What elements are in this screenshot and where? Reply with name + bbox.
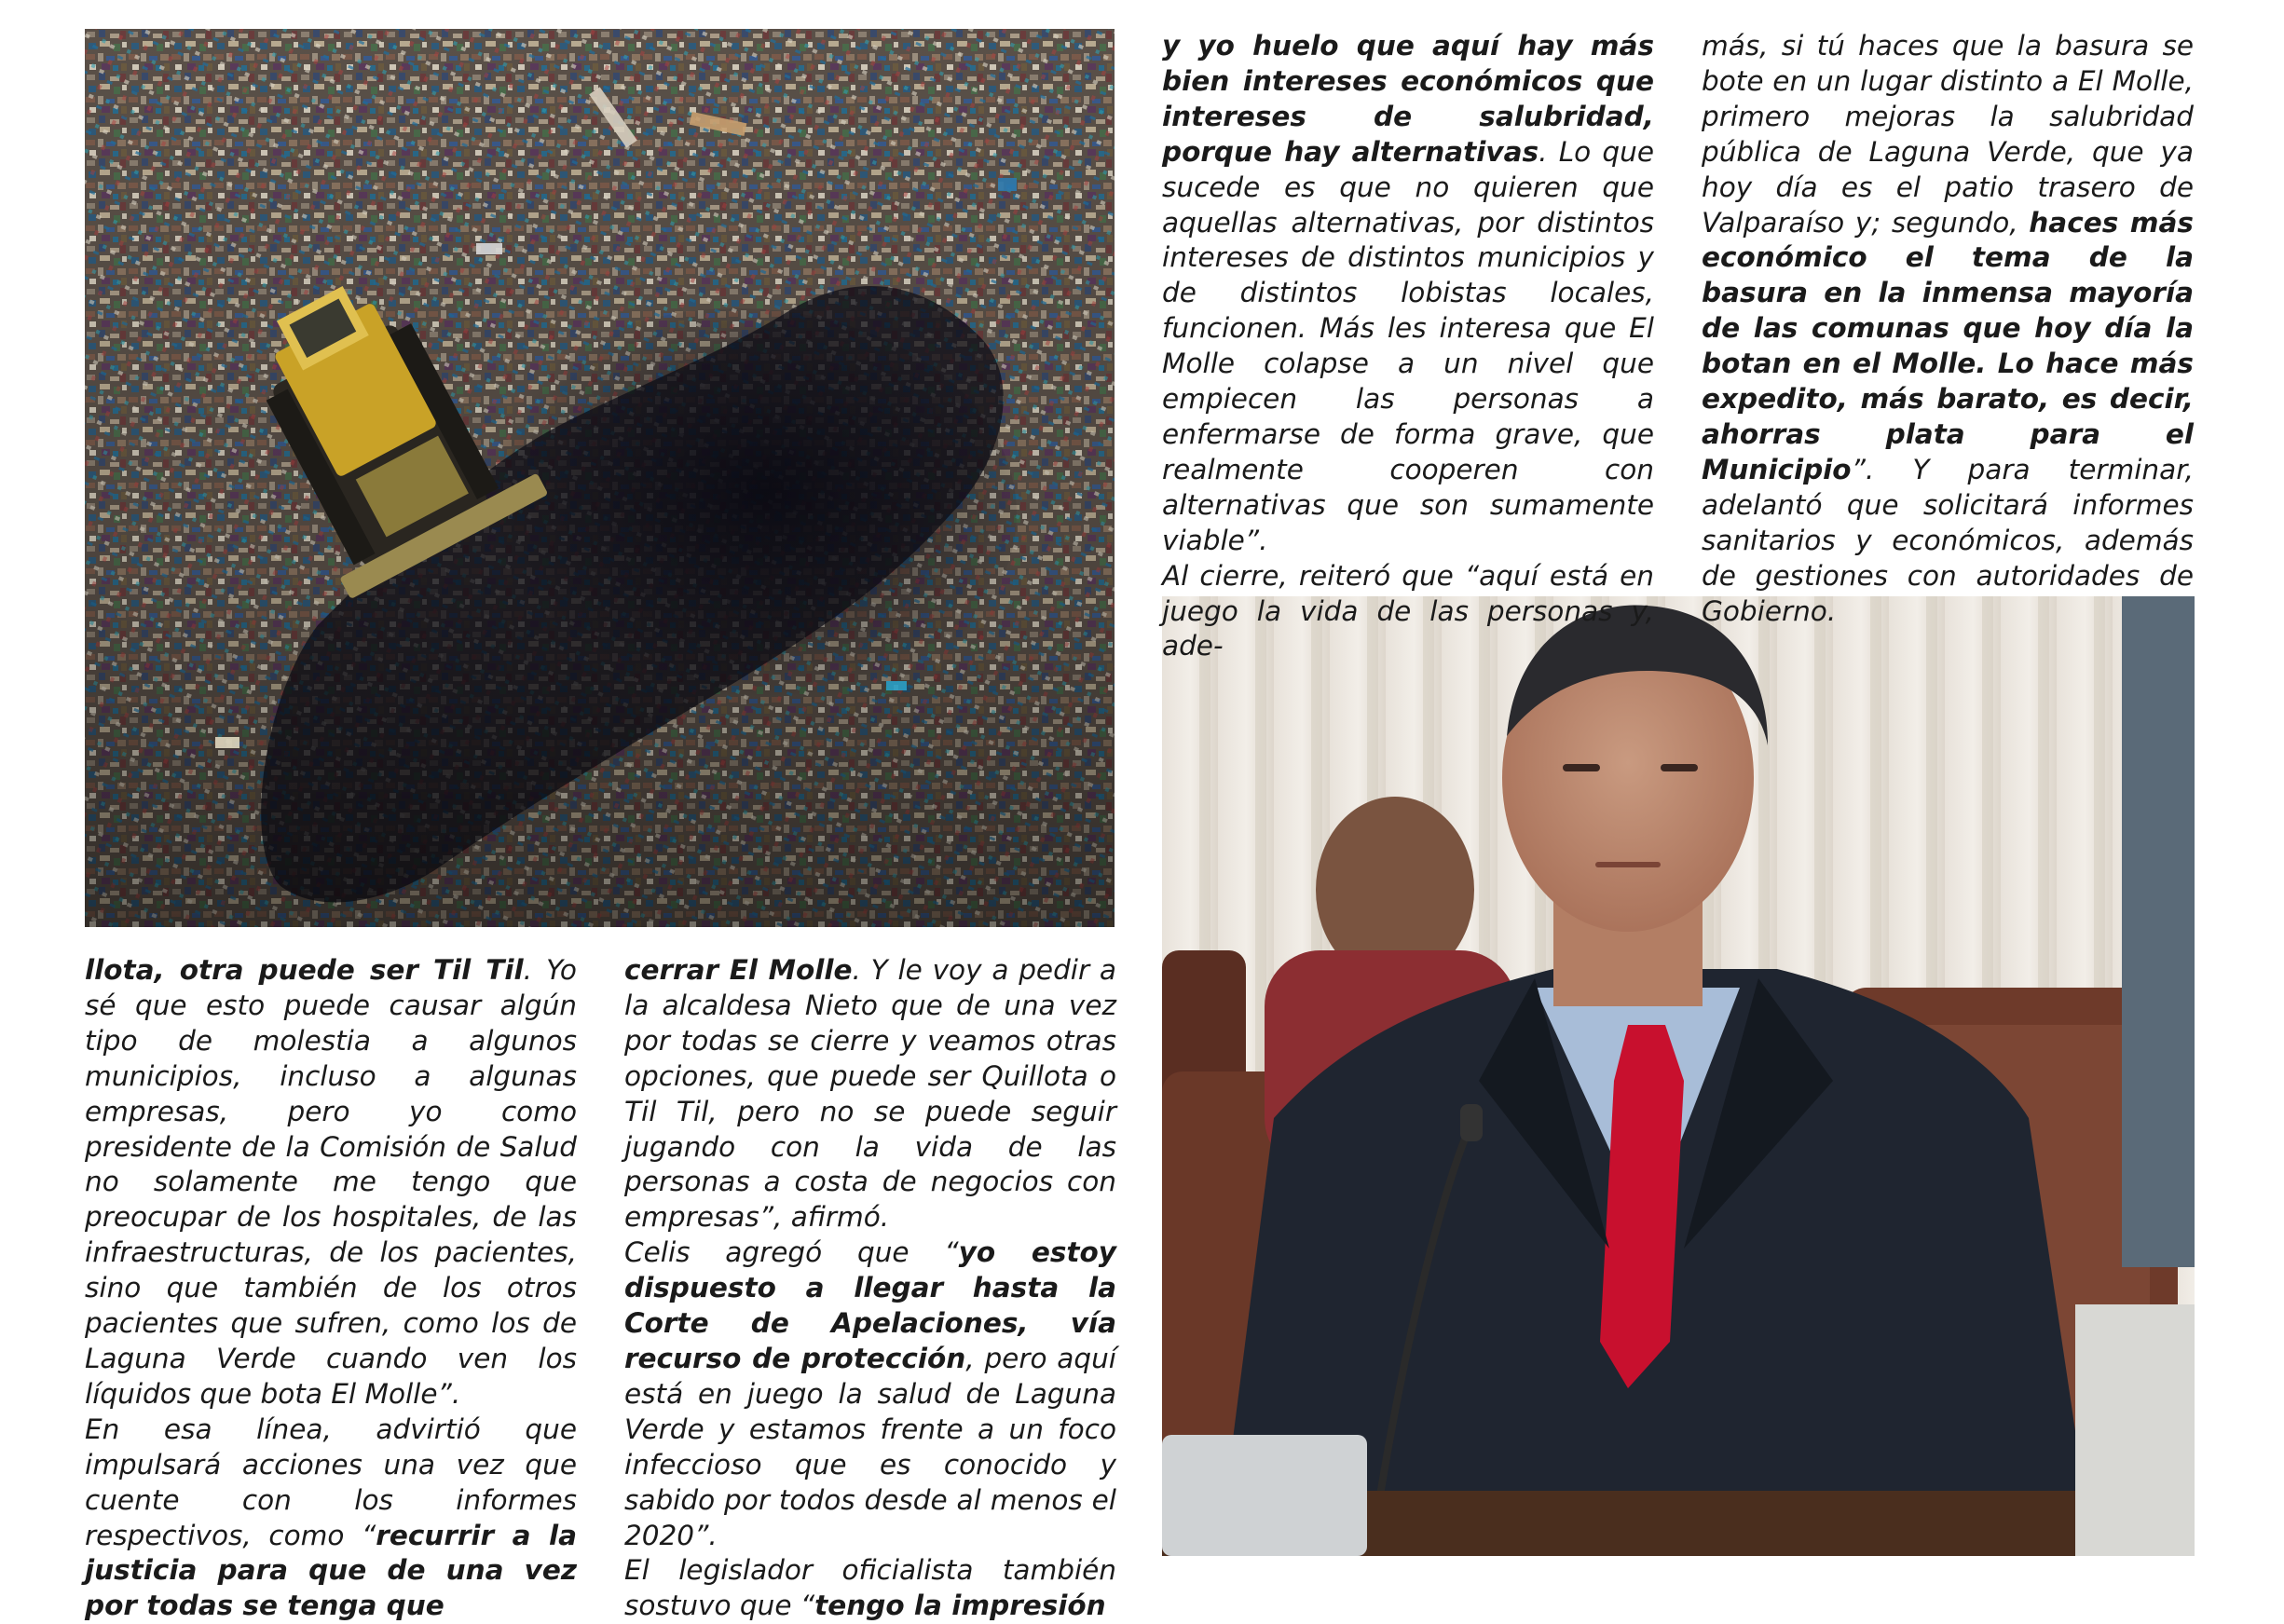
- paragraph: [624, 1553, 1116, 1624]
- text-run: Celis agregó que “: [624, 1236, 959, 1269]
- paragraph: [85, 953, 577, 1412]
- text-run: . Y le voy a pedir a la alcaldesa Nieto que de una vez por todas se cierre y veamos otras opciones, que puede ser Quillota o Til Til, pero no se puede seguir jugando con la vida de las personas a costa de negocios con empresas”, afirmó.: [624, 954, 1116, 1234]
- text-run: Al cierre, reiteró que “aquí está en juego la vida de las personas y, ade-: [1162, 559, 1654, 662]
- text-run: , pero aquí está en juego la salud de Laguna Verde y estamos frente a un foco infeccioso que es conocido y sabido por todos desde al menos el 2020”.: [624, 1342, 1116, 1551]
- landfill-aerial-photo: [85, 29, 1115, 927]
- article-column-1: [85, 953, 577, 1624]
- bold-quote: llota, otra puede ser Til Til: [85, 954, 524, 986]
- text-run: . Lo que sucede es que no quieren que aquellas alternativas, por distintos intereses de distintos municipios y de distintos lobistas locales, funcionen. Más les interesa que El Molle colapse a un nivel que empiecen las personas a enfermarse de forma grave, que realmente cooperen con alternativas que son sumamente viable”.: [1162, 135, 1655, 556]
- paragraph: [1702, 29, 2194, 629]
- paragraph: [85, 1412, 577, 1624]
- text-run: ”. Y para terminar, adelantó que solicitará informes sanitarios y económicos, además de gestiones con autoridades de Gobierno.: [1702, 453, 2194, 627]
- legislator-photo: [1162, 596, 2195, 1556]
- paragraph: [624, 953, 1116, 1235]
- text-run: En esa línea, advirtió que impulsará acciones una vez que cuente con los informes respectivos, como “: [85, 1412, 577, 1551]
- text-run: . Yo sé que esto puede causar algún tipo de molestia a algunos municipios, incluso a algunas empresas, pero yo como presidente de la Comisión de Salud no solamente me tengo que preocupar de los hospitales, de las infraestructuras, de los pacientes, sino que también de los otros pacientes que sufren, como los de Laguna Verde cuando ven los líquidos que bota El Molle”.: [85, 954, 577, 1410]
- bold-quote: tengo la impresión: [814, 1590, 1106, 1622]
- landfill-image: [85, 29, 1115, 927]
- bold-quote: cerrar El Molle: [624, 954, 853, 986]
- text-run: más, si tú haces que la basura se bote en un lugar distinto a El Molle, primero mejoras la salubridad pública de Laguna Verde, que ya hoy día es el patio trasero de Valparaíso y; segundo,: [1702, 30, 2194, 239]
- legislator-image: [1162, 596, 2195, 1556]
- article-column-4: [1702, 29, 2194, 629]
- paragraph: [1162, 559, 1654, 665]
- paragraph: [1162, 29, 1654, 559]
- bold-quote: y yo huelo que aquí hay más bien intereses económicos que intereses de salubridad, porque hay alternativas: [1162, 30, 1654, 168]
- text-run: El legislador oficialista también sostuvo que “: [624, 1554, 1116, 1622]
- article-column-3: [1162, 29, 1654, 664]
- bold-quote: haces más económico el tema de la basura en la inmensa mayoría de las comunas que hoy día la botan en el Molle. Lo hace más expedito, más barato, es decir, ahorras plata para el Municipio: [1702, 206, 2194, 485]
- article-column-2: [624, 953, 1116, 1624]
- paragraph: [624, 1235, 1116, 1553]
- bold-quote: recurrir a la justicia para que de una vez por todas se tenga que: [85, 1519, 577, 1622]
- bold-quote: yo estoy dispuesto a llegar hasta la Corte de Apelaciones, vía recurso de protección: [624, 1236, 1116, 1374]
